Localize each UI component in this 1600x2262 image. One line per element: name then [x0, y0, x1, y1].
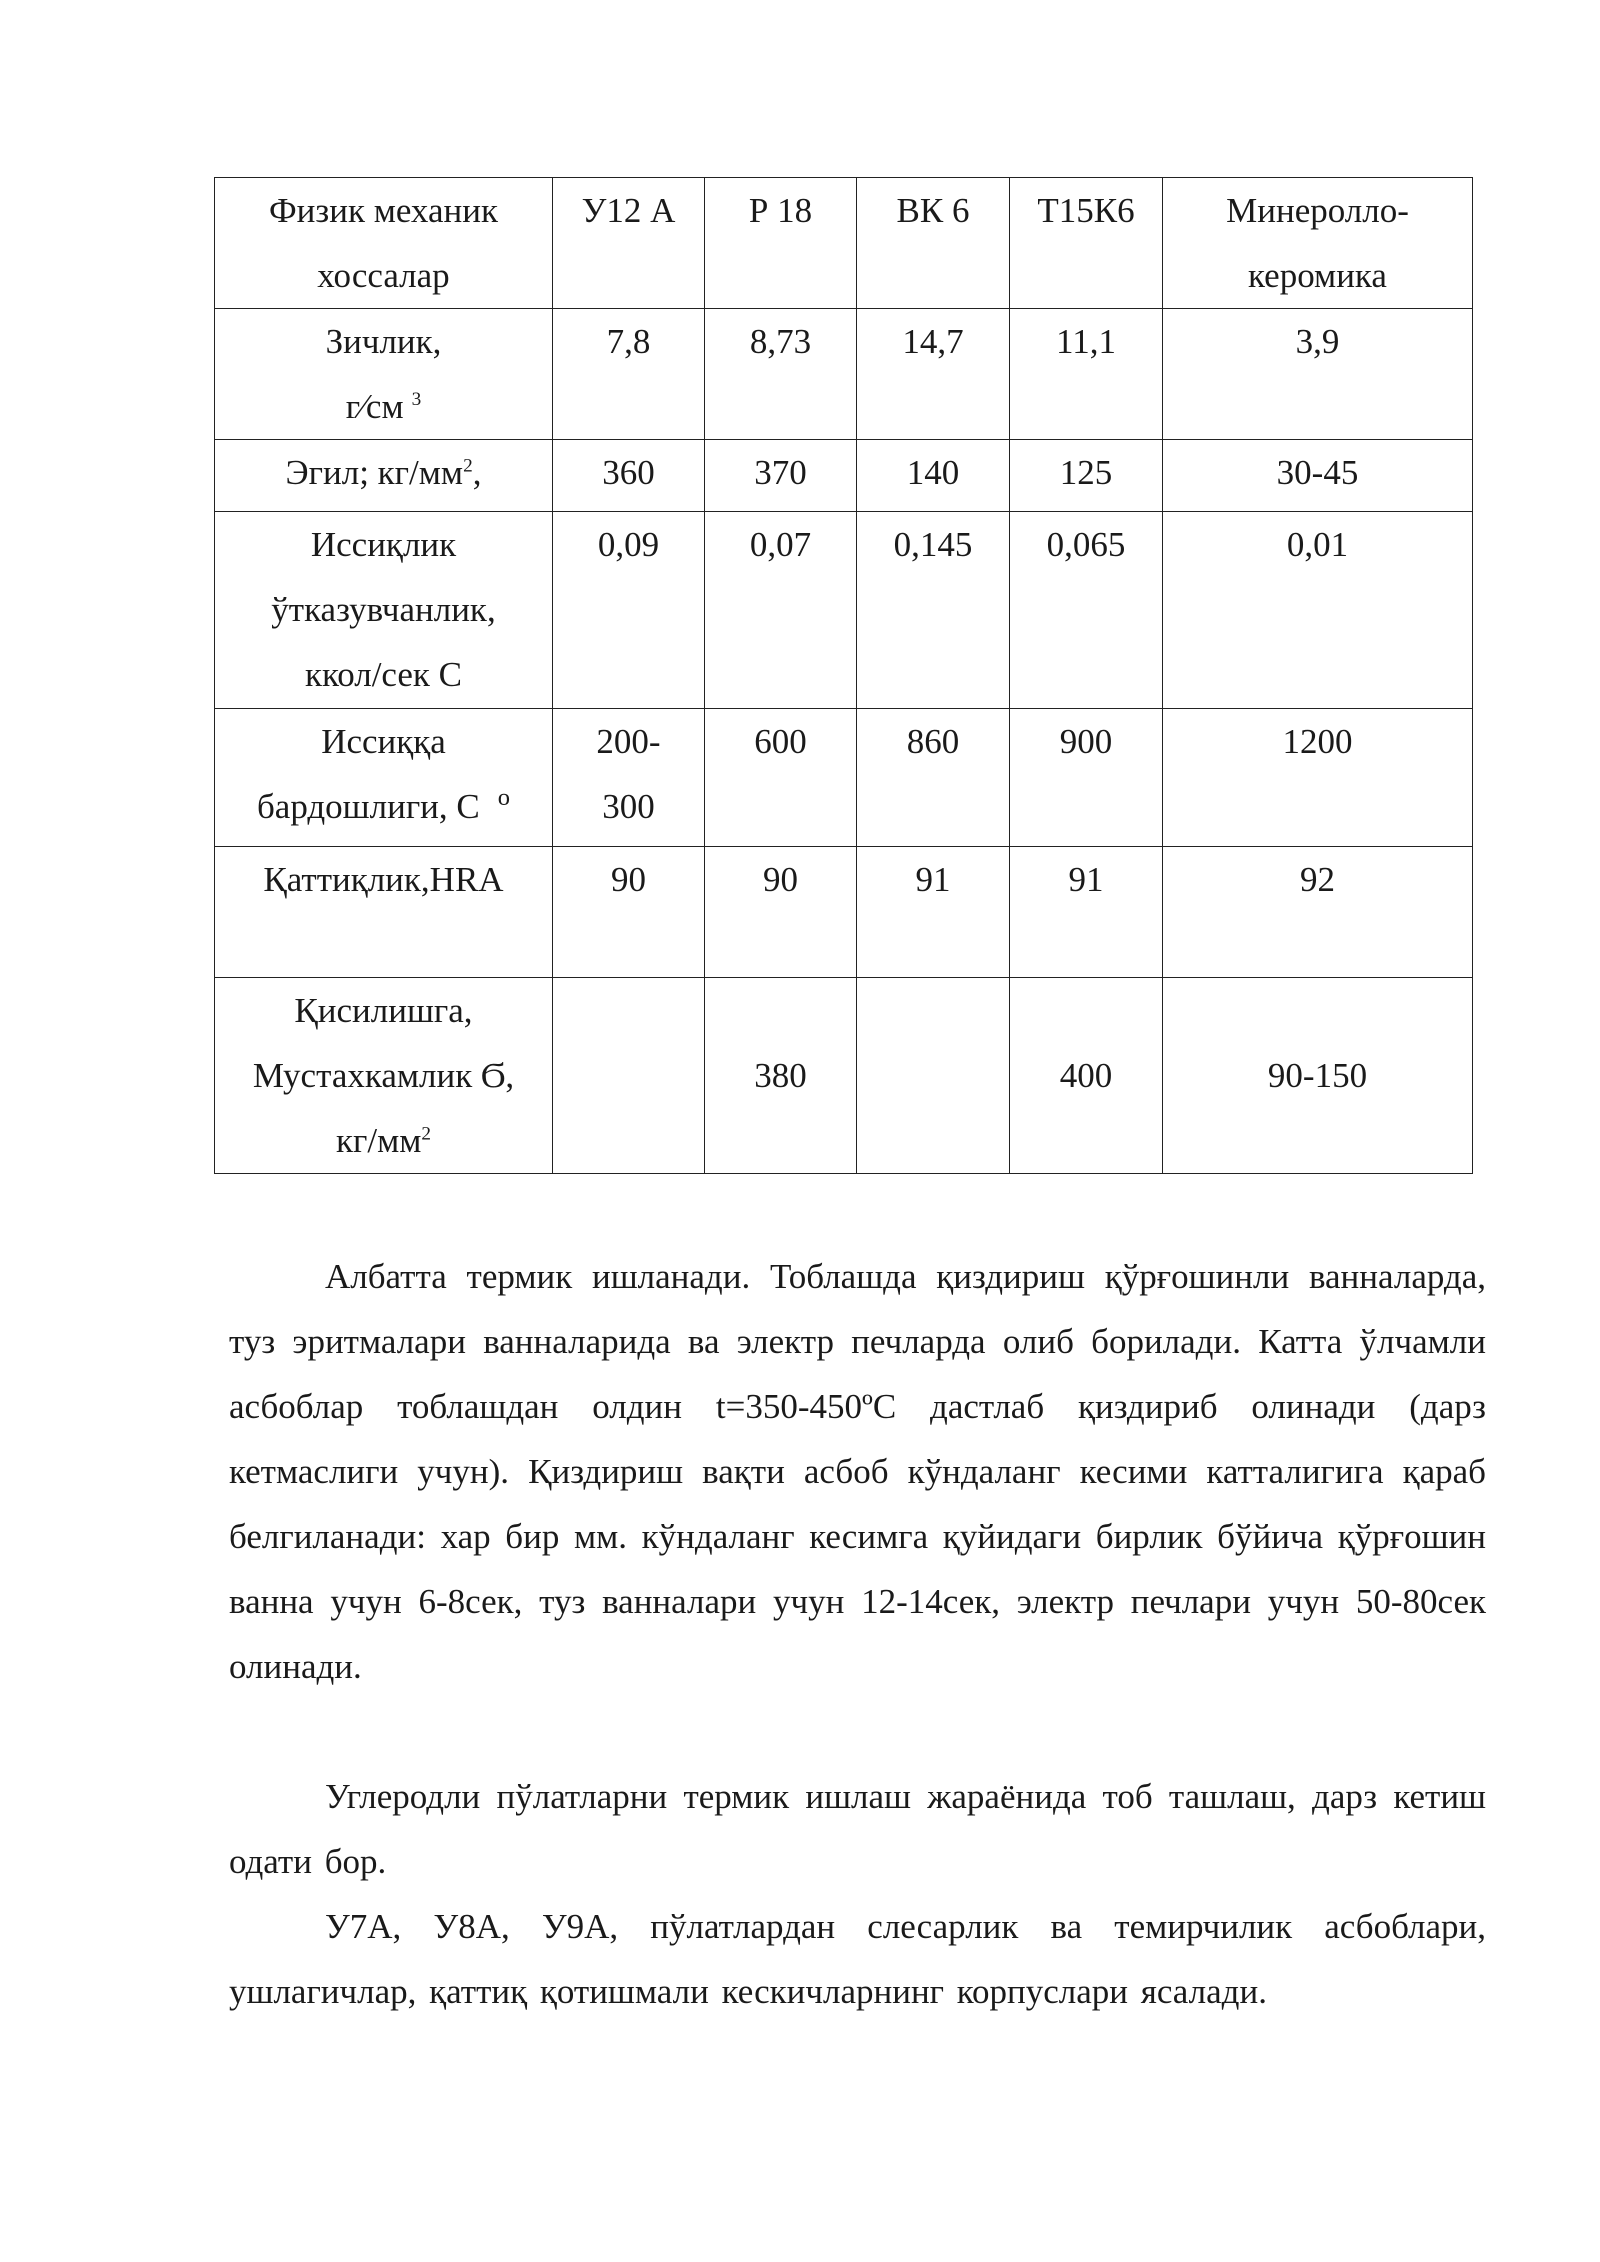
table-cell: 125 [1010, 440, 1163, 512]
paragraph-text: Албатта термик ишланади. Тоблашда қиздириш қўрғошинли ванналарда, туз эритмалари ванналарида ва электр печларда олиб борилади. Катта ўлчамли асбоблар тоблашдан олдин t=350-450ºС дастлаб қиздириб олинади (дарз кетмаслиги учун). Қиздириш вақти асбоб кўндаланг кесими катталигига қараб белгиланади: хар бир мм. кўндаланг кесимга қуйидаги бирлик бўйича қўрғошин ванна учун 6-8сек, туз ванналари учун 12-14сек, электр печлари учун 50-80сек олинади. [229, 1257, 1486, 1686]
row-label-thermal-conductivity: Иссиқлик ўтказувчанлик, ккол/сек С [215, 512, 553, 709]
table-cell: 600 [705, 709, 857, 847]
header-cell-property: Физик механик хоссалар [215, 178, 553, 309]
table-cell: 91 [1010, 847, 1163, 978]
paragraph-text: Углеродли пўлатларни термик ишлаш жараёнида тоб ташлаш, дарз кетиш одати бор. [229, 1777, 1486, 1881]
table-cell: 140 [857, 440, 1010, 512]
table-cell: 200- 300 [553, 709, 705, 847]
table-cell: 92 [1163, 847, 1473, 978]
table-cell: 360 [553, 440, 705, 512]
table-cell: 91 [857, 847, 1010, 978]
row-label-bending: Эгил; $кг/мм^2$, [215, 440, 553, 512]
header-cell-vk6: ВК 6 [857, 178, 1010, 309]
table-cell: 0,09 [553, 512, 705, 709]
table-row [215, 847, 1473, 978]
table-cell: 900 [1010, 709, 1163, 847]
header-cell-r18: Р 18 [705, 178, 857, 309]
table-cell: 8,73 [705, 309, 857, 440]
table-cell: 370 [705, 440, 857, 512]
table-row [215, 978, 1473, 1174]
table-cell: 90 [553, 847, 705, 978]
paragraph-tool-steels [229, 1894, 1486, 2024]
table-cell: 11,1 [1010, 309, 1163, 440]
table-cell: 0,145 [857, 512, 1010, 709]
row-label-heat-resistance: Иссиққа бардошлиги, С $^o$ [215, 709, 553, 847]
table-row [215, 440, 1473, 512]
table-cell: 400 [1010, 978, 1163, 1174]
table-cell: 7,8 [553, 309, 705, 440]
table-cell: 1200 [1163, 709, 1473, 847]
table-cell: 30-45 [1163, 440, 1473, 512]
table-cell: 90 [705, 847, 857, 978]
table-cell: 0,065 [1010, 512, 1163, 709]
paragraph-carbon-steels [229, 1764, 1486, 1894]
table-cell: 90-150 [1163, 978, 1473, 1174]
table-cell: 380 [705, 978, 857, 1174]
table-cell [553, 978, 705, 1174]
table-cell: 3,9 [1163, 309, 1473, 440]
header-cell-t15k6: Т15К6 [1010, 178, 1163, 309]
row-label-hardness: Қаттиқлик,HRA [215, 847, 553, 978]
header-cell-mineral-ceramics: Минеролло- керомика [1163, 178, 1473, 309]
properties-table [214, 177, 1473, 1174]
paragraph-hardening [229, 1244, 1486, 1699]
table-cell: 860 [857, 709, 1010, 847]
table-cell: 0,01 [1163, 512, 1473, 709]
table-cell [857, 978, 1010, 1174]
table-header-row [215, 178, 1473, 309]
row-label-compressive-strength: Қисилишга, Мустахкамлик Ϭ, $кг/мм^2$ [215, 978, 553, 1174]
row-label-density: Зичлик, г⁄см $^3$ [215, 309, 553, 440]
table-row [215, 709, 1473, 847]
paragraph-text: У7А, У8А, У9А, пўлатлардан слесарлик ва темирчилик асбоблари, ушлагичлар, қаттиқ қотишмали кескичларнинг корпуслари ясалади. [229, 1907, 1486, 2011]
table-cell: 0,07 [705, 512, 857, 709]
table-cell: 14,7 [857, 309, 1010, 440]
header-cell-u12a: У12 А [553, 178, 705, 309]
table-row [215, 309, 1473, 440]
table-row [215, 512, 1473, 709]
